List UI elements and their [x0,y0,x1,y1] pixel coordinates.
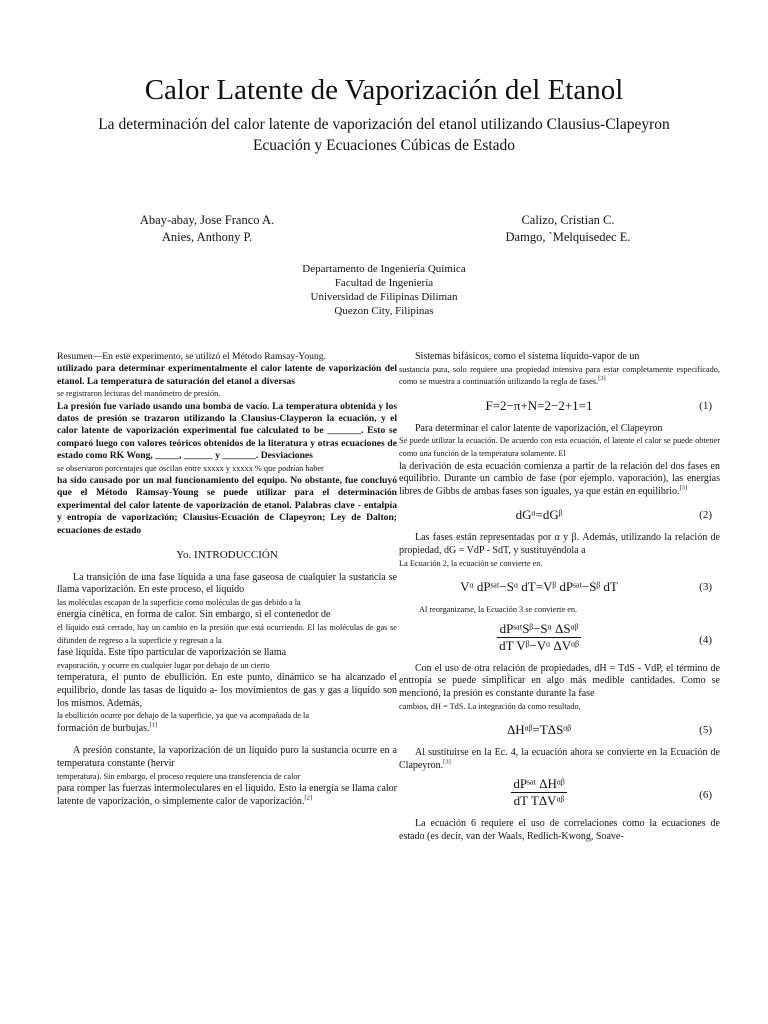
author-name: Damgo, `Melquisedec E. [505,230,631,244]
equation-body: F=2−π+N=2−2+1=1 [485,397,593,413]
equation-number: (5) [699,724,712,737]
equation-number: (1) [699,399,712,412]
equation-fraction: $\frac{\text{dPˢᵃᵗ ΔHᵅᵝ}}{\text{dT TΔVᵅᵝ}}$ [513,776,565,809]
author-name: Abay-abay, Jose Franco A. [139,213,275,227]
equation-number: (2) [699,509,712,522]
intro-small-text: la ebullición ocurre por debajo de la superficie, ya que va acompañada de la [57,711,310,721]
author-name: Anies, Anthony P. [161,230,253,244]
affiliation [234,262,534,318]
equation-body: dGᵅ=dGᵝ [515,507,563,523]
equation-2 [399,502,720,528]
affiliation-line: Facultad de Ingeniería [334,277,434,289]
intro-paragraph: temperatura, el punto de ebullición. En este punto, dinámico se ha alcanzado el equilibrio, donde las tasas de líquido a- los movimientos de gas y gas a líquido son los mismos. Además, [57,672,397,709]
body-paragraph: Con el uso de otra relación de propiedades, dH = TdS - VdP, el término de entropía se puede simplificar en algo más medible cantidades. Como se mencionó, la presión es constante durante la fase [399,662,720,699]
right-column [399,351,720,843]
author-name: Calizo, Cristian C. [521,213,615,227]
abstract-small-text: se registraron lecturas del manómetro de presión. [57,389,221,399]
equation-6 [399,776,720,814]
body-paragraph: Sistemas bifásicos, como el sistema líquido-vapor de un [415,351,640,362]
body-small-text: Se puede utilizar la ecuación. De acuerdo con esta ecuación, el latente el calor se puede obtener como una función de la temperatura solamente. El [399,436,720,458]
left-column [57,351,397,808]
equation-body: Vᵅ dPˢᵃᵗ−Sᵅ dT=Vᵝ dPˢᵃᵗ−Sᵝ dT [460,579,618,595]
affiliation-line: Quezon City, Filipinas [334,305,434,317]
abstract-lead: Resumen—En este experimento, se utilizó el Método Ramsay-Young. [57,351,326,362]
intro-paragraph: La transición de una fase líquida a una fase gaseosa de cualquier la sustancia se llama vaporización. En este proceso, el líquido [57,571,397,596]
equation-fraction: $\frac{\text{dPˢᵃᵗSᵝ−Sᵅ ΔSᵅᵝ}}{\text{dT Vᵝ−Vᵅ ΔVᵅᵝ}}$ [499,620,579,653]
intro-paragraph: A presión constante, la vaporización de un líquido puro la sustancia ocurre en a temperatura constante (hervir [57,745,397,769]
equation-number: (3) [699,581,712,594]
abstract [57,351,397,537]
equation-body [399,776,679,809]
authors-right [458,212,678,246]
body-small-text: La Ecuación 2, la ecuación se convierte en. [399,558,543,568]
equation-4 [399,621,720,659]
citation-ref: [3] [443,758,451,766]
equation-body: ΔHᵅᵝ=TΔSᵅᵝ [506,722,572,738]
body-paragraph: Para determinar el calor latente de vaporización, el Clapeyron [415,422,663,434]
citation-ref: [3] [679,484,688,492]
abstract-small-text: se observaron porcentajes que oscilan entre xxxxx y xxxxx % que podrían haber [57,463,324,473]
equation-1 [399,393,720,419]
body-paragraph: la derivación de esta ecuación comienza a partir de la relación del dos fases en equilibrio. Durante un cambio de fase (por ejemplo. vaporación), las energías libres de Gibbs de ambas fases son iguales, ya que están en equilibrio.[3] [399,460,720,497]
citation-ref: [3] [598,375,606,383]
intro-paragraph: fase líquida. Este tipo particular de vaporización se llama [57,647,287,659]
citation-ref: [2] [304,794,312,802]
citation-ref: [1] [149,721,158,729]
equation-number: (6) [699,789,712,802]
body-paragraph: Las fases están representadas por α y β. Además, utilizando la relación de propiedad, dG = VdP - SdT, y sustituyéndola a [399,532,720,556]
abstract-text: utilizado para determinar experimentalmente el calor latente de vaporización del etanol. La temperatura de saturación del etanol a diversas [57,363,397,387]
subtitle-line-1: La determinación del calor latente de vaporización del etanol utilizando Clausius-Clapeyron [98,116,670,133]
equation-body [399,621,679,654]
body-small-text: sustancia pura, solo requiere una propiedad intensiva para estar completamente especificado, como se muestra a continuación utilizando la regla de fases.[3] [399,364,720,387]
equation-number: (4) [699,633,712,646]
affiliation-line: Universidad de Filipinas Diliman [310,291,458,303]
authors-left [97,212,317,246]
body-small-text: cambios, dH = TdS. La integración da como resultado, [399,701,581,711]
intro-paragraph: energía cinética, en forma de calor. Sin embargo, si el contenedor de [57,609,331,621]
paper-title: Calor Latente de Vaporización del Etanol [144,74,624,106]
intro-small-text: temperatura). Sin embargo, el proceso requiere una transferencia de calor [57,771,301,781]
intro-small-text: las moléculas escapan de la superficie como moléculas de gas debido a la [57,597,301,607]
intro-paragraph: para romper las fuerzas intermoleculares en el líquido. Esto la energía se llama calor latente de vaporización, o simplemente calor de vaporización.[2] [57,783,397,807]
section-heading-introduction: Yo. INTRODUCCIÓN [176,549,278,562]
abstract-text: La presión fue variado usando una bomba de vacío. La temperatura obtenida y los datos de presión se trazaron utilizando la Clausius-Clayperon la ecuación, y el calor latente de vaporización experimental fue calculated to be _______. Esto se comparó luego con valores teóricos obtenidos de la literatura y otras ecuaciones de estado como RK Wong, _____, ______ y _______. Desviaciones [57,400,397,462]
body-small-text: Al reorganizarse, la Ecuación 3 se convierte en. [419,605,578,615]
paper-subtitle [50,114,718,156]
intro-small-text: evaporación, y ocurre en cualquier lugar por debajo de un cierto [57,660,270,670]
intro-small-text: el líquido está cerrado, hay un cambio en la presión que está ocurriendo. El las moléculas de gas se difunden de regreso a la superficie y regresan a la [57,623,397,645]
abstract-text: ha sido causado por un mal funcionamiento del equipo. No obstante, fue concluyó que el Método Ramsay-Young se puede utilizar para el determinación experimental del calor latente de vaporización de etanol. Palabras clave - entalpía y entropía de vaporización; Clausius-Ecuación de Clapeyron; Ley de Dalton; ecuaciones de estado [57,475,397,536]
subtitle-line-2: Ecuación y Ecuaciones Cúbicas de Estado [252,137,516,154]
intro-paragraph: formación de burbujas.[1] [57,721,158,734]
body-paragraph: Al sustituirse en la Ec. 4, la ecuación ahora se convierte en la Ecuación de Clapeyron.[3] [399,747,720,771]
affiliation-line: Departamento de Ingeniería Química [302,263,466,275]
body-paragraph: La ecuación 6 requiere el uso de correlaciones como la ecuaciones de estado (es decir, van der Waals, Redlich-Kwong, Soave- [399,818,720,842]
equation-3 [399,574,720,600]
equation-5 [399,717,720,743]
